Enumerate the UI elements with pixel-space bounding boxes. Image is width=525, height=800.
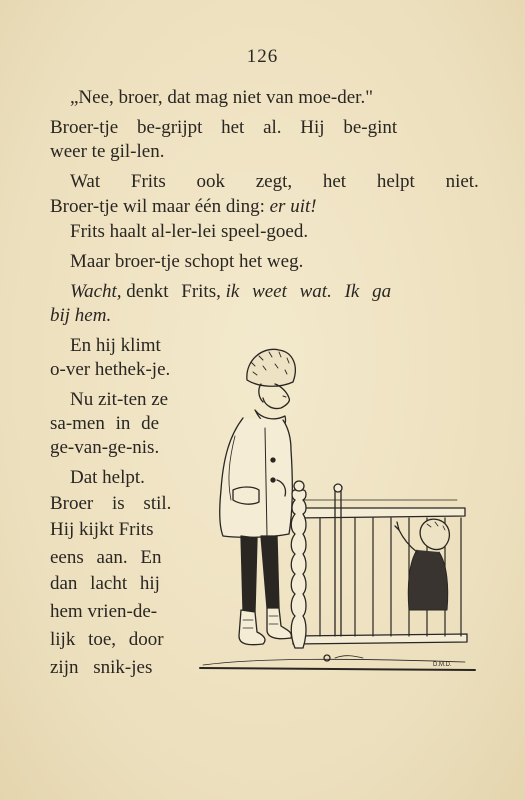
text-line: o-ver hethek-je. <box>50 359 171 380</box>
text-line: Maar broer-tje schopt het weg. <box>70 251 304 272</box>
text-line: Frits haalt al-ler-lei speel-goed. <box>70 221 309 242</box>
text-line: zijn snik-jes <box>50 657 153 678</box>
text-line: dan lacht hij <box>50 573 160 594</box>
text-line <box>50 195 317 219</box>
emphasis-text: er uit! <box>269 196 317 217</box>
emphasis-text: Wacht, <box>70 281 122 302</box>
text-line <box>70 280 391 304</box>
text-line: eens aan. En <box>50 547 162 568</box>
illustrator-signature: D.M.D. <box>433 662 452 668</box>
text-line: bij hem. <box>50 305 112 326</box>
text-line-content: denkt Frits, <box>126 281 221 302</box>
text-line: Nu zit-ten ze <box>70 389 169 410</box>
text-line: Dat helpt. <box>70 467 145 488</box>
text-line: sa-men in de <box>50 413 160 434</box>
text-line: lijk toe, door <box>50 629 164 650</box>
illustration-boy-and-playpen <box>195 340 480 680</box>
text-line-content: Broer-tje be-grijpt het al. Hij be-gint <box>50 117 398 138</box>
text-line: Hij kijkt Frits <box>50 519 154 540</box>
text-line: „Nee, broer, dat mag niet van moe-der." <box>70 87 373 108</box>
text-line: En hij klimt <box>70 335 161 356</box>
text-line: Broer is stil. <box>50 493 172 514</box>
text-line: Wat Frits ook zegt, het helpt niet. <box>70 171 479 192</box>
emphasis-text: ik weet wat. Ik ga <box>225 281 392 302</box>
text-line-content: Broer-tje wil maar één ding: <box>50 196 265 217</box>
page-number: 126 <box>246 46 279 67</box>
text-line: weer te gil-len. <box>50 141 165 162</box>
text-line <box>50 116 478 140</box>
text-line: hem vrien-de- <box>50 601 158 622</box>
text-line: ge-van-ge-nis. <box>50 437 160 458</box>
